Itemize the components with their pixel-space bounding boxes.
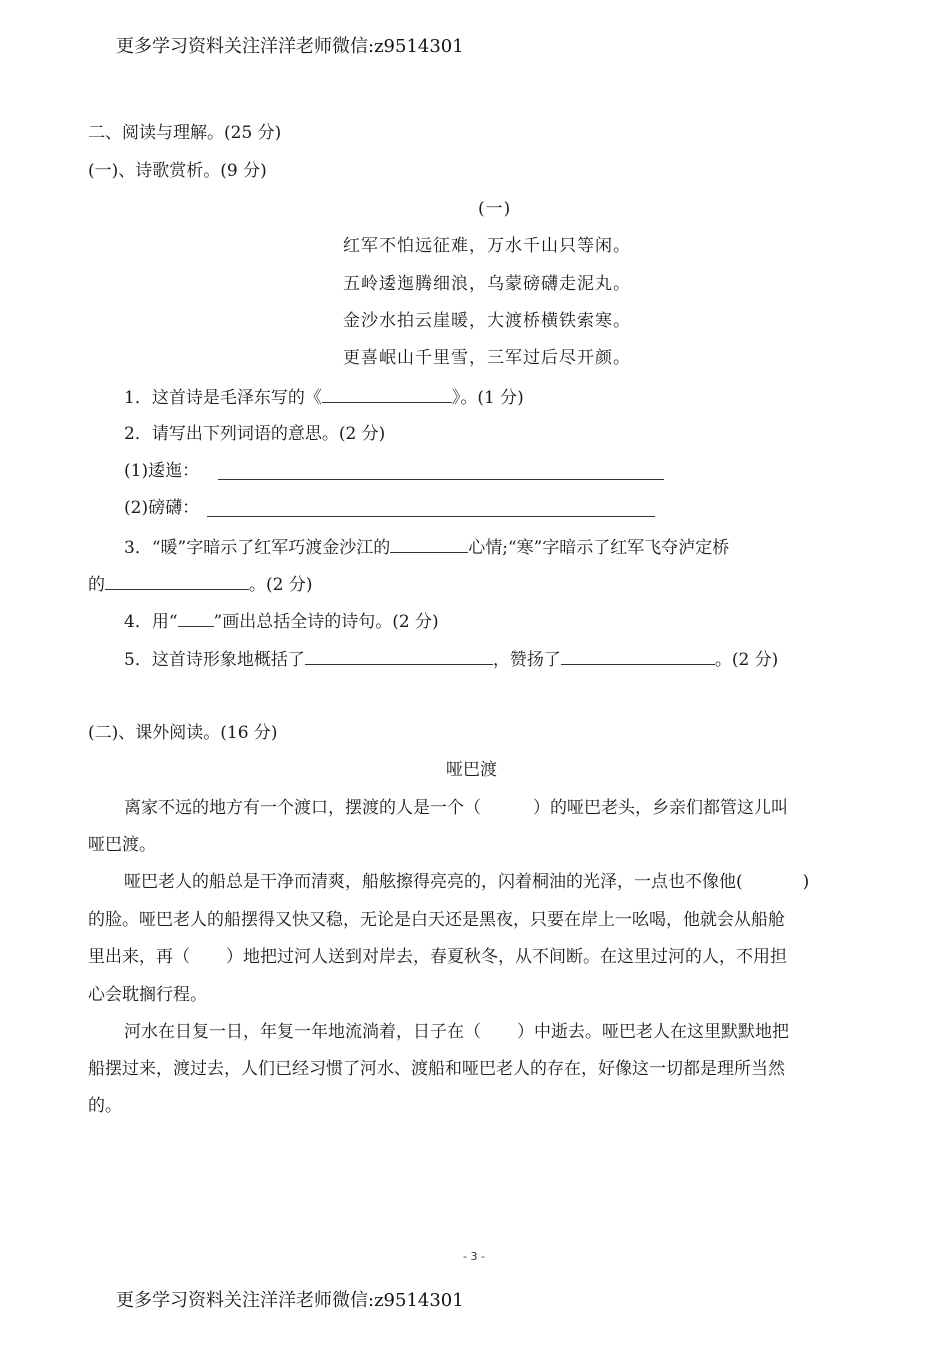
paragraph-1-line-2: 哑巴渡。 [88, 835, 156, 855]
poem-line-2: 五岭逶迤腾细浪，乌蒙磅礴走泥丸。 [343, 274, 631, 294]
story-title: 哑巴渡 [446, 760, 497, 780]
p1-text-b: ）的哑巴老头，乡亲们都管这儿叫 [533, 798, 788, 818]
q3-text-d: 。(2 分) [249, 575, 313, 595]
paragraph-2-line-1 [124, 872, 809, 892]
paragraph-2-line-3 [88, 947, 787, 967]
q4-underline-sample [178, 610, 214, 627]
paragraph-1-line-1 [124, 798, 788, 818]
question-4 [124, 610, 439, 632]
q1-text: 1．这首诗是毛泽东写的 [124, 388, 305, 408]
q1-score: 。(1 分) [460, 388, 524, 408]
part1-title: (一)、诗歌赏析。(9 分) [88, 161, 267, 181]
section-title: 二、阅读与理解。(25 分) [88, 123, 282, 143]
q3-text-b: 心情;“寒”字暗示了红军飞夺泸定桥 [468, 538, 730, 558]
q4-text-b: ”画出总括全诗的诗句。(2 分) [213, 612, 439, 632]
question-2: 2．请写出下列词语的意思。(2 分) [124, 424, 386, 444]
paragraph-3-line-3: 的。 [88, 1096, 122, 1116]
p3-text-b: ）中逝去。哑巴老人在这里默默地把 [517, 1022, 789, 1042]
question-1 [124, 386, 524, 408]
q3-blank-1[interactable] [390, 536, 468, 553]
question-3-line-2 [88, 573, 312, 595]
question-3-line-1 [124, 536, 729, 558]
q2-item-1-answer-line[interactable] [218, 479, 664, 480]
p2-text-c: 里出来，再（ [88, 947, 190, 967]
p2-text-d: ）地把过河人送到对岸去，春夏秋冬，从不间断。在这里过河的人，不用担 [226, 947, 787, 967]
p1-text-a: 离家不远的地方有一个渡口，摆渡的人是一个（ [124, 798, 481, 818]
poem-number: (一) [478, 199, 512, 219]
q5-blank-2[interactable] [561, 648, 715, 665]
paragraph-2-line-4: 心会耽搁行程。 [88, 985, 207, 1005]
poem-line-1: 红军不怕远征难，万水千山只等闲。 [343, 236, 631, 256]
paragraph-3-line-2: 船摆过来，渡过去，人们已经习惯了河水、渡船和哑巴老人的存在，好像这一切都是理所当然 [88, 1059, 785, 1079]
paragraph-3-line-1 [124, 1022, 789, 1042]
p2-text-b: ) [802, 872, 810, 892]
footer-watermark: 更多学习资料关注洋洋老师微信:z9514301 [116, 1290, 464, 1311]
q2-item-2-label: (2)磅礴： [124, 498, 200, 518]
q3-text-c: 的 [88, 575, 105, 595]
page-number: - 3 - [463, 1250, 485, 1263]
q2-item-2-answer-line[interactable] [207, 516, 655, 517]
part2-title: (二)、课外阅读。(16 分) [88, 723, 278, 743]
q4-text-a: 4．用“ [124, 612, 178, 632]
p3-text-a: 河水在日复一日，年复一年地流淌着，日子在（ [124, 1022, 481, 1042]
header-watermark: 更多学习资料关注洋洋老师微信:z9514301 [116, 36, 464, 57]
q5-blank-1[interactable] [305, 648, 493, 665]
q1-close-mark: 》 [451, 388, 461, 408]
poem-line-3: 金沙水拍云崖暖，大渡桥横铁索寒。 [343, 311, 631, 331]
q5-text-c: 。(2 分) [714, 650, 779, 670]
q1-answer-blank[interactable] [322, 386, 452, 403]
question-5 [124, 648, 778, 670]
q3-text-a: 3．“暖”字暗示了红军巧渡金沙江的 [124, 538, 391, 558]
q5-text-a: 5．这首诗形象地概括了 [124, 650, 305, 670]
p2-text-a: 哑巴老人的船总是干净而清爽，船舷擦得亮亮的，闪着桐油的光泽，一点也不像他( [124, 872, 743, 892]
paragraph-2-line-2: 的脸。哑巴老人的船摆得又快又稳，无论是白天还是黑夜，只要在岸上一吆喝，他就会从船舱 [88, 910, 785, 930]
q5-text-b: ，赞扬了 [492, 650, 561, 670]
q3-blank-2[interactable] [105, 573, 249, 590]
poem-line-4: 更喜岷山千里雪，三军过后尽开颜。 [343, 348, 631, 368]
q2-item-1-label: (1)逶迤： [124, 461, 200, 481]
q1-open-mark: 《 [304, 388, 322, 408]
